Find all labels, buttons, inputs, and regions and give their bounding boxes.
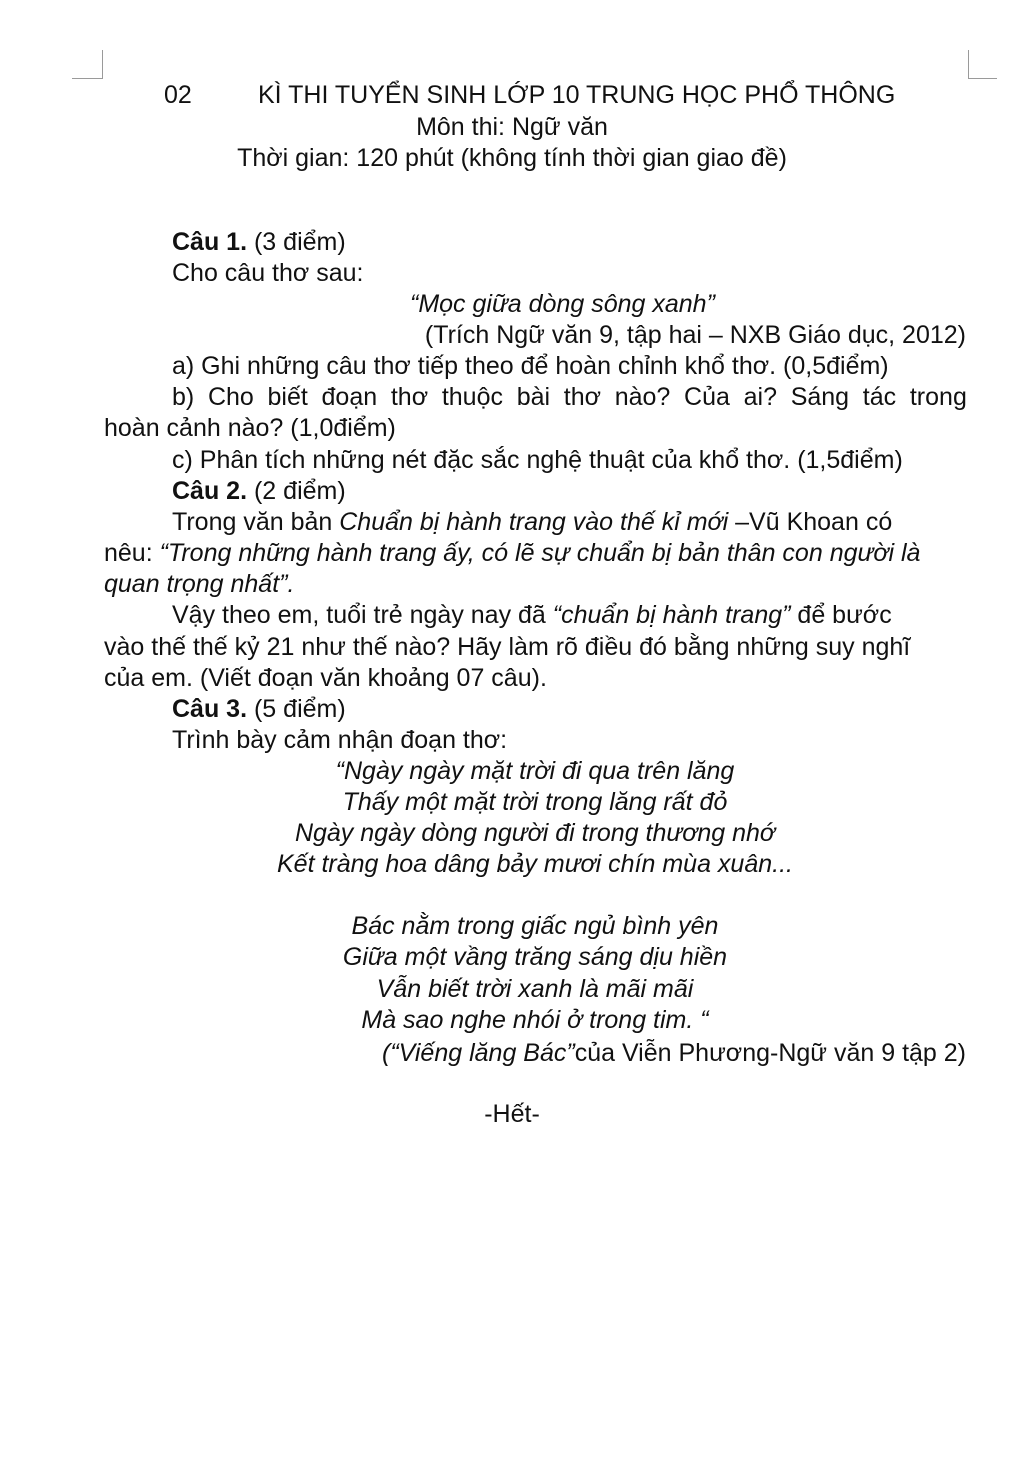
question-1-heading bbox=[172, 227, 346, 257]
question-1b-continued: hoàn cảnh nào? (1,0điểm) bbox=[104, 414, 396, 442]
question-2-paragraph-2-line-3: của em. (Viết đoạn văn khoảng 07 câu). bbox=[104, 664, 547, 692]
question-2-paragraph-1-line-2 bbox=[104, 538, 920, 568]
question-1b-word: thơ bbox=[563, 383, 602, 411]
question-2-paragraph-1-line-1 bbox=[172, 507, 892, 537]
question-2-heading bbox=[172, 476, 346, 506]
exam-code: 02 bbox=[164, 81, 192, 109]
poem-line: Bác nằm trong giấc ngủ bình yên bbox=[351, 912, 719, 940]
q2-p2-text: Vậy theo em, tuổi trẻ ngày nay đã bbox=[172, 601, 553, 629]
q2-quote: “Trong những hành trang ấy, có lẽ sự chuẩn bị bản thân con người là bbox=[159, 539, 921, 567]
question-1-quote: “Mọc giữa dòng sông xanh” bbox=[410, 290, 715, 318]
poem-line: Kết tràng hoa dâng bảy mươi chín mùa xuân... bbox=[277, 850, 793, 878]
poem-line: “Ngày ngày mặt trời đi qua trên lăng bbox=[335, 757, 735, 785]
question-1b-word: thơ bbox=[390, 383, 429, 411]
question-3-label: Câu 3. bbox=[172, 695, 248, 723]
q2-author: –Vũ Khoan có bbox=[728, 508, 893, 536]
poem-line: Mà sao nghe nhói ở trong tim. “ bbox=[361, 1006, 709, 1034]
question-1b-word: b) bbox=[172, 383, 195, 411]
question-2-label: Câu 2. bbox=[172, 477, 248, 505]
question-2-points: (2 điểm) bbox=[253, 477, 346, 505]
question-1b bbox=[172, 382, 967, 412]
question-1-source: (Trích Ngữ văn 9, tập hai – NXB Giáo dục, 2012) bbox=[424, 321, 966, 349]
question-1b-word: Của bbox=[684, 383, 730, 411]
exam-subject: Môn thi: Ngữ văn bbox=[416, 113, 608, 141]
question-1b-word: Sáng bbox=[790, 383, 850, 411]
question-1b-word: ai? bbox=[743, 383, 777, 411]
exam-title: KÌ THI TUYỂN SINH LỚP 10 TRUNG HỌC PHỔ THÔNG bbox=[258, 81, 896, 109]
question-1b-word: trong bbox=[909, 383, 967, 411]
question-3-intro: Trình bày cảm nhận đoạn thơ: bbox=[172, 726, 508, 754]
poem-source-title: (“Viếng lăng Bác” bbox=[382, 1039, 575, 1067]
poem-line: Giữa một vầng trăng sáng dịu hiền bbox=[342, 943, 728, 971]
poem-source bbox=[382, 1038, 966, 1068]
poem-line: Vẫn biết trời xanh là mãi mãi bbox=[376, 975, 694, 1003]
poem-source-rest: của Viễn Phương-Ngữ văn 9 tập 2) bbox=[574, 1039, 966, 1067]
crop-mark-right bbox=[968, 50, 997, 79]
poem-line: Ngày ngày dòng người đi trong thương nhớ bbox=[294, 819, 776, 847]
question-1-label: Câu 1. bbox=[172, 228, 248, 256]
question-1-intro: Cho câu thơ sau: bbox=[172, 259, 364, 287]
question-1b-word: tác bbox=[862, 383, 897, 411]
question-1b-word: bài bbox=[516, 383, 551, 411]
q2-work-title: Chuẩn bị hành trang vào thế kỉ mới bbox=[339, 508, 729, 536]
question-2-paragraph-1-line-3: quan trọng nhất”. bbox=[104, 570, 295, 598]
question-2-paragraph-2-line-2: vào thế thế kỷ 21 như thế nào? Hãy làm rõ điều đó bằng những suy nghĩ bbox=[104, 633, 911, 661]
q2-p2-quote: “chuẩn bị hành trang” bbox=[552, 601, 791, 629]
question-1-points: (3 điểm) bbox=[253, 228, 346, 256]
poem-line: Thấy một mặt trời trong lăng rất đỏ bbox=[342, 788, 728, 816]
question-1c: c) Phân tích những nét đặc sắc nghệ thuật của khổ thơ. (1,5điểm) bbox=[172, 446, 903, 474]
question-3-points: (5 điểm) bbox=[253, 695, 346, 723]
question-1a: a) Ghi những câu thơ tiếp theo để hoàn chỉnh khổ thơ. (0,5điểm) bbox=[172, 352, 889, 380]
q2-p2-text-end: để bước bbox=[790, 601, 892, 629]
q2-prefix: nêu: bbox=[104, 539, 160, 567]
question-1b-word: biết bbox=[267, 383, 308, 411]
q2-text: Trong văn bản bbox=[172, 508, 340, 536]
question-1b-word: thuộc bbox=[441, 383, 503, 411]
crop-mark-left bbox=[72, 50, 103, 79]
end-marker: -Hết- bbox=[484, 1100, 540, 1128]
exam-duration: Thời gian: 120 phút (không tính thời gian giao đề) bbox=[237, 144, 787, 172]
question-1b-word: nào? bbox=[614, 383, 671, 411]
question-3-heading bbox=[172, 694, 346, 724]
question-2-paragraph-2-line-1 bbox=[172, 600, 892, 630]
question-1b-word: đoạn bbox=[321, 383, 378, 411]
question-1b-word: Cho bbox=[207, 383, 254, 411]
